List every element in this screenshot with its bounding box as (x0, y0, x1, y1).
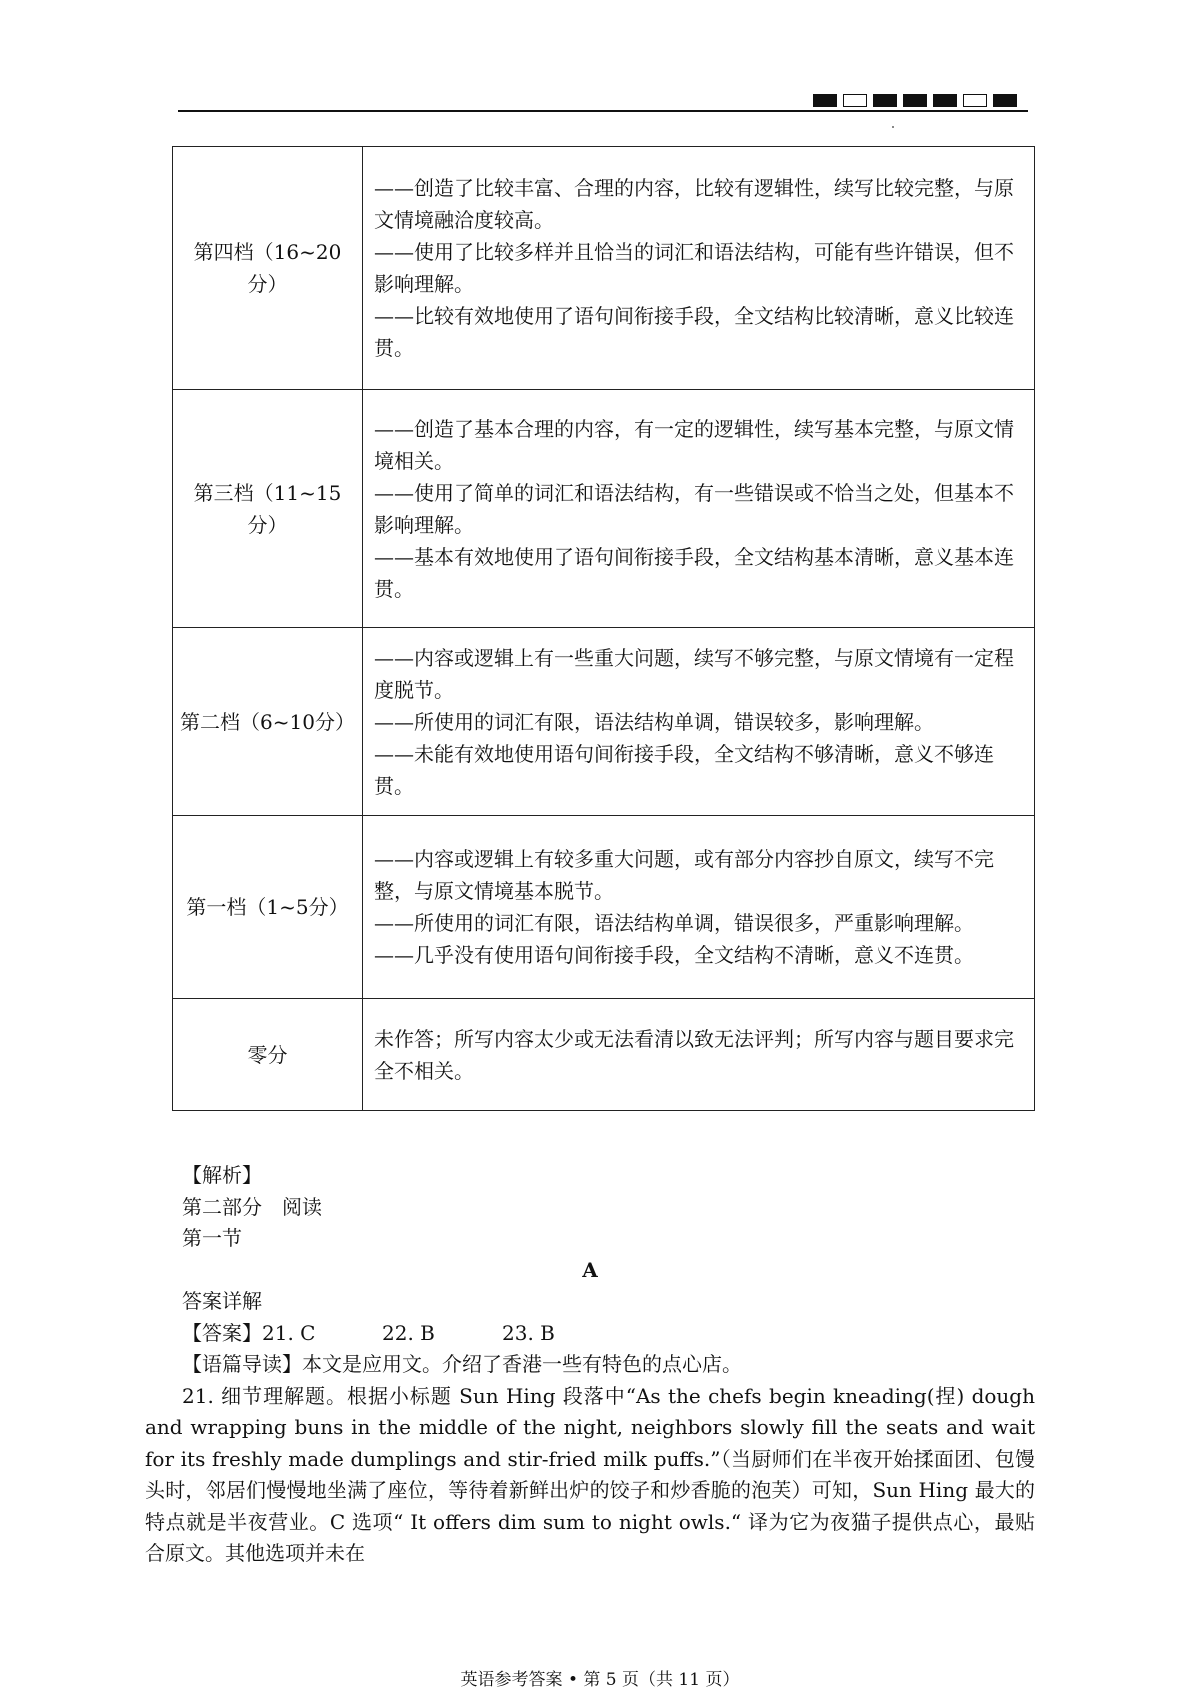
rubric-line: ——创造了比较丰富、合理的内容，比较有逻辑性，续写比较完整，与原文情境融洽度较高。 (374, 176, 1014, 232)
answer-21: 21. C (262, 1320, 316, 1345)
header-block (813, 94, 837, 107)
part-title: 第二部分 阅读 (182, 1194, 322, 1219)
header-block (843, 94, 867, 107)
header-rule (178, 110, 1028, 112)
rubric-level: 第四档（16~20分） (173, 147, 363, 390)
answer-line (145, 1318, 1035, 1350)
header-block (933, 94, 957, 107)
header-block (903, 94, 927, 107)
rubric-row (173, 816, 1035, 999)
rubric-level: 第三档（11~15分） (173, 390, 363, 628)
rubric-row (173, 147, 1035, 390)
guide-text: 本文是应用文。介绍了香港一些有特色的点心店。 (302, 1352, 742, 1376)
answer-label: 【答案】 (182, 1320, 262, 1345)
rubric-line: ——使用了比较多样并且恰当的词汇和语法结构，可能有些许错误，但不影响理解。 (374, 240, 1014, 296)
header-block (993, 94, 1017, 107)
rubric-line: 未作答；所写内容太少或无法看清以致无法评判；所写内容与题目要求完全不相关。 (374, 1026, 1014, 1083)
header-decoration (813, 94, 1017, 107)
rubric-description (363, 390, 1035, 628)
rubric-line: ——使用了简单的词汇和语法结构，有一些错误或不恰当之处，但基本不影响理解。 (374, 480, 1014, 537)
guide-label: 【语篇导读】 (182, 1352, 302, 1376)
rubric-line: ——未能有效地使用语句间衔接手段，全文结构不够清晰，意义不够连贯。 (374, 741, 994, 798)
rubric-line: ——几乎没有使用语句间衔接手段，全文结构不清晰，意义不连贯。 (374, 943, 974, 967)
header-block (873, 94, 897, 107)
answer-detail-label: 答案详解 (182, 1289, 262, 1313)
rubric-row (173, 390, 1035, 628)
rubric-row (173, 628, 1035, 816)
stray-dot (892, 126, 894, 128)
rubric-row (173, 999, 1035, 1111)
rubric-description (363, 816, 1035, 999)
rubric-line: ——创造了基本合理的内容，有一定的逻辑性，续写基本完整，与原文情境相关。 (374, 416, 1014, 473)
answer-23: 23. B (502, 1320, 555, 1345)
rubric-line: ——基本有效地使用了语句间衔接手段，全文结构基本清晰，意义基本连贯。 (374, 544, 1014, 601)
rubric-line: ——所使用的词汇有限，语法结构单调，错误较多，影响理解。 (374, 709, 934, 734)
rubric-line: ——所使用的词汇有限，语法结构单调，错误很多，严重影响理解。 (374, 911, 974, 935)
rubric-description (363, 999, 1035, 1111)
page-footer: 英语参考答案 • 第 5 页（共 11 页） (460, 1670, 740, 1690)
rubric-level: 第二档（6~10分） (173, 628, 363, 816)
rubric-level: 零分 (173, 999, 363, 1111)
section-title: 第一节 (182, 1226, 242, 1250)
rubric-description (363, 147, 1035, 390)
rubric-line: ——比较有效地使用了语句间衔接手段，全文结构比较清晰，意义比较连贯。 (374, 304, 1014, 360)
passage-label: A (582, 1257, 598, 1282)
rubric-line: ——内容或逻辑上有较多重大问题，或有部分内容抄自原文，续写不完整，与原文情境基本脱节。 (374, 847, 994, 903)
guide-line (145, 1349, 1035, 1381)
analysis-heading: 【解析】 (182, 1163, 262, 1187)
rubric-line: ——内容或逻辑上有一些重大问题，续写不够完整，与原文情境有一定程度脱节。 (374, 645, 1014, 702)
header-block (963, 94, 987, 107)
answer-22: 22. B (382, 1320, 435, 1345)
analysis-section (145, 1160, 1035, 1570)
scoring-rubric-table (172, 146, 1035, 1111)
rubric-description (363, 628, 1035, 816)
rubric-level: 第一档（1~5分） (173, 816, 363, 999)
question-21-explanation: 21. 细节理解题。根据小标题 Sun Hing 段落中“As the chefs begin kneading(捏) dough and wrapping buns in the middle of the night, neighbors slowly fill the seats and wait for its freshly made dumplings and stir-fried milk puffs.”（当厨师们在半夜开始揉面团、包馒头时，邻居们慢慢地坐满了座位，等待着新鲜出炉的饺子和炒香脆的泡芙）可知，Sun Hing 最大的特点就是半夜营业。C 选项“ It offers dim sum to night owls.“ 译为它为夜猫子提供点心，最贴合原文。其他选项并未在 (145, 1383, 1035, 1565)
